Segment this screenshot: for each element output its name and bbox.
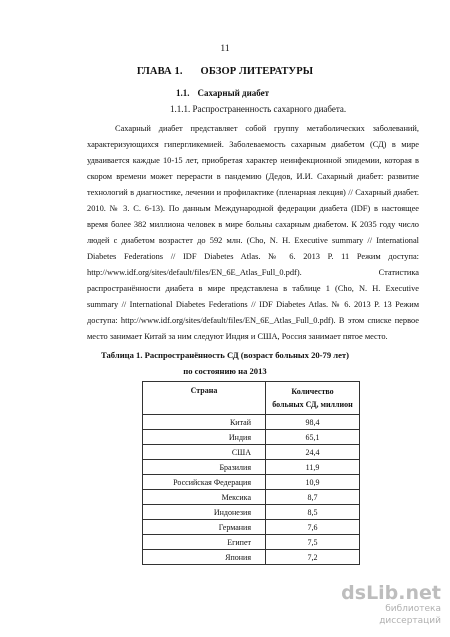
table-row <box>143 520 360 535</box>
watermark-tagline: библиотека диссертаций <box>379 604 441 626</box>
section-heading <box>176 88 269 98</box>
subsection-heading: 1.1.1. Распространенность сахарного диабета. <box>170 104 347 114</box>
table-row <box>143 475 360 490</box>
chapter-number: ГЛАВА 1. <box>136 66 183 77</box>
section-number: 1.1. <box>176 88 190 98</box>
prevalence-table <box>142 381 360 565</box>
chapter-title: ОБЗОР ЛИТЕРАТУРЫ <box>200 66 314 77</box>
value-cell: 24,4 <box>266 445 360 460</box>
watermark-logo: dsLib.net <box>341 582 441 604</box>
value-cell: 8,7 <box>266 490 360 505</box>
value-cell: 7,5 <box>266 535 360 550</box>
value-cell: 11,9 <box>266 460 360 475</box>
header-count-line1: Количество <box>291 387 334 396</box>
chapter-heading <box>0 66 450 77</box>
value-cell: 7,6 <box>266 520 360 535</box>
table-row <box>143 445 360 460</box>
table-row <box>143 430 360 445</box>
country-cell: Германия <box>143 520 266 535</box>
table-row <box>143 460 360 475</box>
country-cell: Бразилия <box>143 460 266 475</box>
header-count <box>266 382 360 415</box>
table-caption <box>0 347 450 379</box>
watermark <box>329 583 441 627</box>
paragraph: Сахарный диабет представляет собой группу метаболических заболеваний, характеризующихся гипергликемией. Заболеваемость сахарным диабетом (СД) в мире удваивается каждые 10-15 лет, приобретая характер неинфекционной эпидемии, которая в скором времени может перерасти в пандемию (Дедов, И.И. Сахарный диабет: развитие технологий в диагностике, лечении и профилактике (пленарная лекция) // Сахарный диабет. 2010. № 3. С. 6-13). По данным Международной федерации диабета (IDF) в настоящее время более 382 миллиона человек в мире больны сахарным диабетом. К 2035 году число людей с диабетом возрастет до 592 млн. (Cho, N. H. Executive summary // International Diabetes Federations // IDF Diabetes Atlas. № 6. 2013 P. 11 Режим доступа: http://www.idf.org/sites/default/files/EN_6E_Atlas_Full_0.pdf). Статистика распространённости диабета в мире представлена в таблице 1 (Cho, N. H. Executive summary // International Diabetes Federations // IDF Diabetes Atlas. № 6. 2013 P. 13 Режим доступа: http://www.idf.org/sites/default/files/EN_6E_Atlas_Full_0.pdf). В этом списке первое место занимает Китай за ним следуют Индия и США, Россия занимает пятое место. <box>87 124 419 341</box>
country-cell: Япония <box>143 550 266 565</box>
page-number: 11 <box>220 44 230 54</box>
country-cell: Индонезия <box>143 505 266 520</box>
value-cell: 10,9 <box>266 475 360 490</box>
table-row <box>143 505 360 520</box>
table-caption-line1: Таблица 1. Распространённость СД (возраст больных 20-79 лет) <box>100 350 349 360</box>
value-cell: 65,1 <box>266 430 360 445</box>
table-body <box>143 415 360 565</box>
table-row <box>143 490 360 505</box>
country-cell: Российская Федерация <box>143 475 266 490</box>
header-country: Страна <box>143 382 266 415</box>
country-cell: Индия <box>143 430 266 445</box>
value-cell: 7,2 <box>266 550 360 565</box>
value-cell: 8,5 <box>266 505 360 520</box>
table-row <box>143 550 360 565</box>
value-cell: 98,4 <box>266 415 360 430</box>
table-caption-line2: по состоянию на 2013 <box>183 366 267 376</box>
table-header-row <box>143 382 360 415</box>
country-cell: Китай <box>143 415 266 430</box>
section-title: Сахарный диабет <box>197 88 270 98</box>
body-text <box>87 121 419 345</box>
header-count-line2: больных СД, миллион <box>272 400 353 409</box>
country-cell: Египет <box>143 535 266 550</box>
table-row <box>143 415 360 430</box>
country-cell: США <box>143 445 266 460</box>
country-cell: Мексика <box>143 490 266 505</box>
table-row <box>143 535 360 550</box>
